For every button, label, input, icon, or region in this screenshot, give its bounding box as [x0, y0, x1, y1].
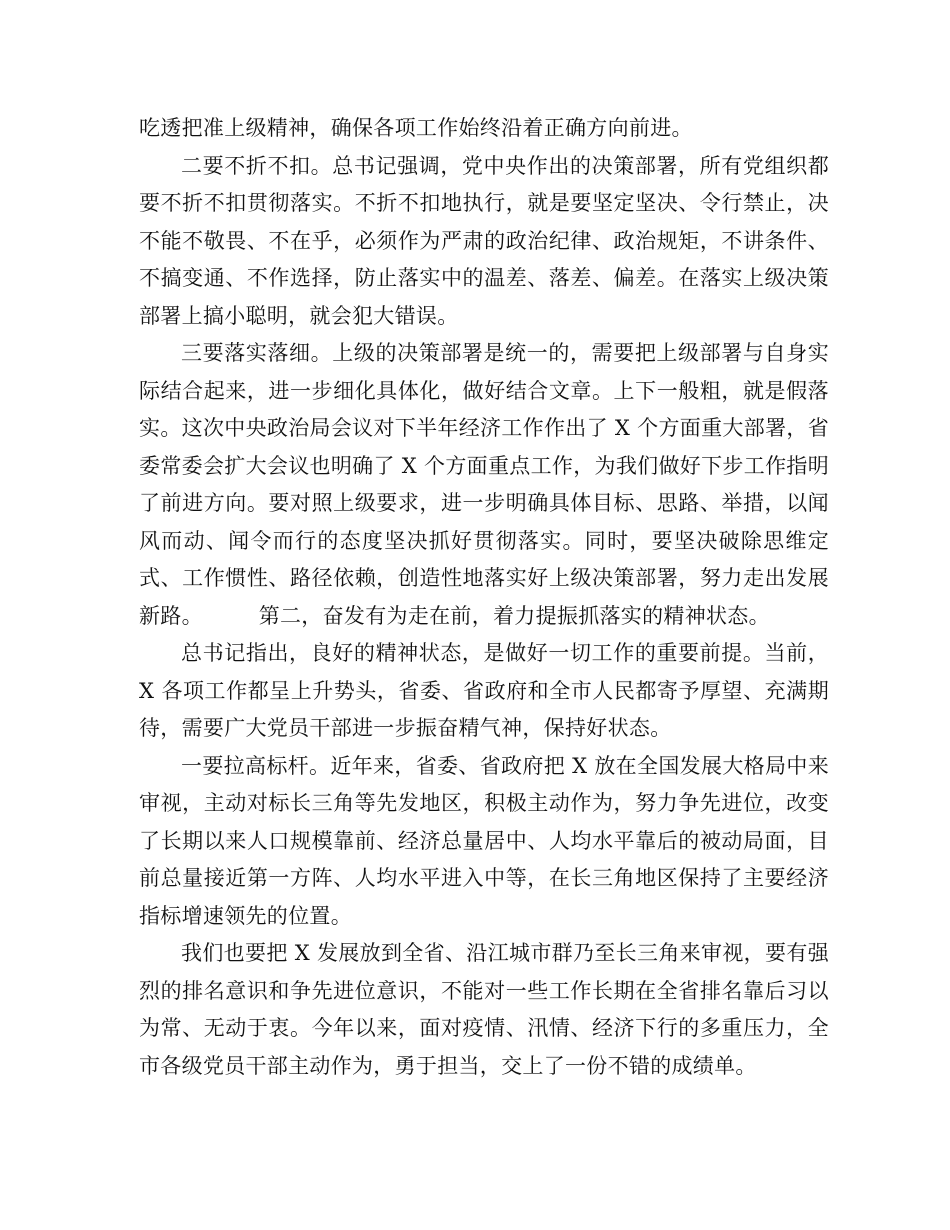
document-body	[139, 110, 829, 1085]
paragraph-5: 一要拉高标杆。近年来，省委、省政府把 X 放在全国发展大格局中来审视，主动对标长三角等先发地区，积极主动作为，努力争先进位，改变了长期以来人口规模靠前、经济总量居中、人均水平靠后的被动局面，目前总量接近第一方阵、人均水平进入中等，在长三角地区保持了主要经济指标增速领先的位置。	[139, 753, 829, 928]
paragraph-4: 总书记指出，良好的精神状态，是做好一切工作的重要前提。当前，X 各项工作都呈上升势头，省委、省政府和全市人民都寄予厚望、充满期待，需要广大党员干部进一步振奋精气神，保持好状态。	[139, 641, 829, 740]
paragraph-6: 我们也要把 X 发展放到全省、沿江城市群乃至长三角来审视，要有强烈的排名意识和争先进位意识，不能对一些工作长期在全省排名靠后习以为常、无动于衷。今年以来，面对疫情、汛情、经济下行的多重压力，全市各级党员干部主动作为，勇于担当，交上了一份不错的成绩单。	[139, 941, 829, 1078]
paragraph-2: 二要不折不扣。总书记强调，党中央作出的决策部署，所有党组织都要不折不扣贯彻落实。不折不扣地执行，就是要坚定坚决、令行禁止，决不能不敬畏、不在乎，必须作为严肃的政治纪律、政治规矩，不讲条件、不搞变通、不作选择，防止落实中的温差、落差、偏差。在落实上级决策部署上搞小聪明，就会犯大错误。	[139, 153, 829, 328]
paragraph-continuation: 吃透把准上级精神，确保各项工作始终沿着正确方向前进。	[139, 116, 693, 140]
paragraph-3: 三要落实落细。上级的决策部署是统一的，需要把上级部署与自身实际结合起来，进一步细化具体化，做好结合文章。上下一般粗，就是假落实。这次中央政治局会议对下半年经济工作作出了 X 个方面重大部署，省委常委会扩大会议也明确了 X 个方面重点工作，为我们做好下步工作指明了前进方向。要对照上级要求，进一步明确具体目标、思路、举措，以闻风而动、闻令而行的态度坚决抓好贯彻落实。同时，要坚决破除思维定式、工作惯性、路径依赖，创造性地落实好上级决策部署，努力走出发展新路。 第二，奋发有为走在前，着力提振抓落实的精神状态。	[139, 341, 829, 628]
